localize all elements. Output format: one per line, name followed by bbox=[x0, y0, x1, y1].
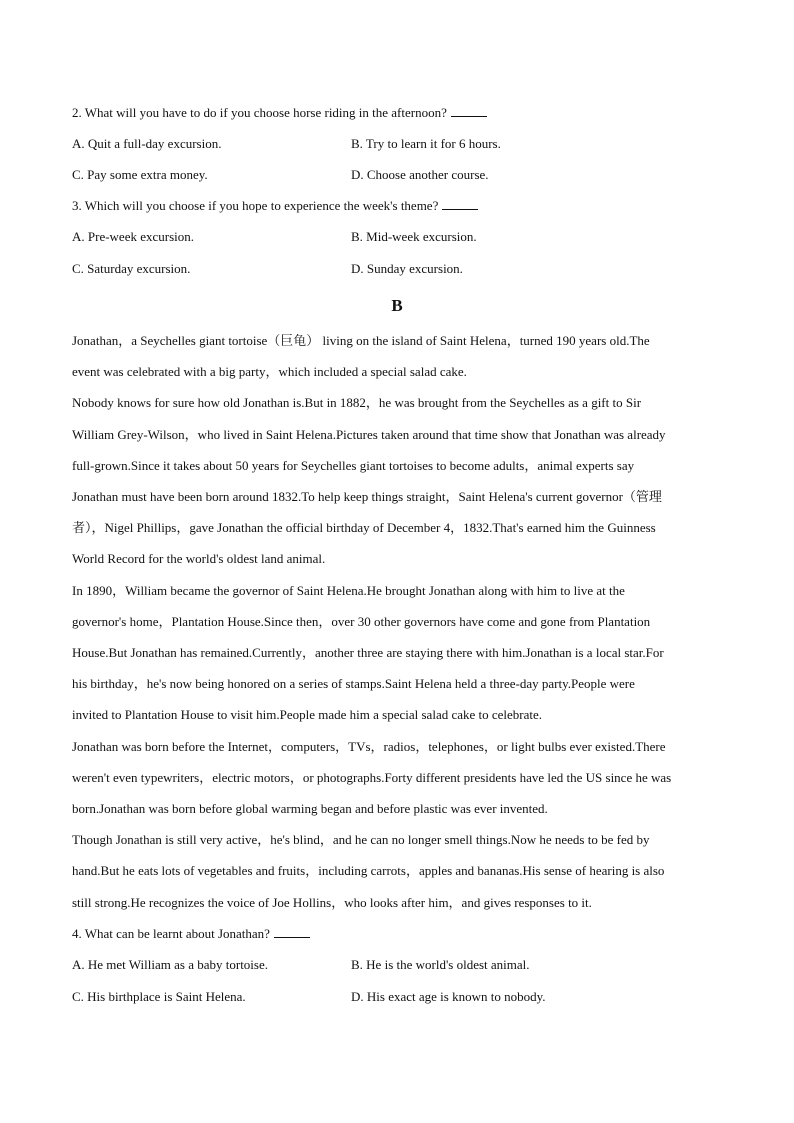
passage-line: Jonathan，a Seychelles giant tortoise（巨龟） living on the island of Saint Helena，turned 190 years old.The bbox=[72, 333, 650, 348]
q3-option-b: B. Mid-week excursion. bbox=[351, 229, 477, 244]
q2-option-a: A. Quit a full-day excursion. bbox=[72, 136, 222, 151]
q2-option-c: C. Pay some extra money. bbox=[72, 167, 208, 182]
passage-line: Jonathan was born before the Internet，computers，TVs，radios，telephones，or light bulbs ever existed.There bbox=[72, 738, 666, 754]
q4-option-c: C. His birthplace is Saint Helena. bbox=[72, 989, 246, 1004]
q3-option-a: A. Pre-week excursion. bbox=[72, 229, 195, 244]
passage-line: Nobody knows for sure how old Jonathan is.But in 1882，he was brought from the Seychelles as a gift to Sir bbox=[72, 395, 642, 411]
passage-line: born.Jonathan was born before global warming began and before plastic was ever invented. bbox=[72, 801, 548, 817]
passage-line: still strong.He recognizes the voice of Joe Hollins，who looks after him，and gives responses to it. bbox=[72, 894, 592, 910]
q3-option-d: D. Sunday excursion. bbox=[351, 261, 463, 276]
answer-blank bbox=[442, 199, 478, 210]
q4-option-d: D. His exact age is known to nobody. bbox=[351, 989, 546, 1004]
passage-line: 者），Nigel Phillips，gave Jonathan the official birthday of December 4，1832.That's earned him the Guinness bbox=[72, 520, 656, 536]
passage-line: full-grown.Since it takes about 50 years for Seychelles giant tortoises to become adults，animal experts say bbox=[72, 457, 635, 473]
question-3-stem: 3. Which will you choose if you hope to experience the week's theme? bbox=[72, 198, 478, 214]
passage-line: governor's home，Plantation House.Since then，over 30 other governors have come and gone from Plantation bbox=[72, 613, 651, 629]
question-2-stem: 2. What will you have to do if you choose horse riding in the afternoon? bbox=[72, 105, 487, 121]
passage-line: William Grey-Wilson，who lived in Saint Helena.Pictures taken around that time show that Jonathan was already bbox=[72, 426, 666, 442]
passage-line: World Record for the world's oldest land animal. bbox=[72, 551, 326, 567]
answer-blank bbox=[451, 106, 487, 117]
passage-line: his birthday，he's now being honored on a series of stamps.Saint Helena held a three-day party.People were bbox=[72, 676, 635, 692]
question-4-stem: 4. What can be learnt about Jonathan? bbox=[72, 926, 310, 942]
passage-line: event was celebrated with a big party，which included a special salad cake. bbox=[72, 364, 467, 380]
q3-option-c: C. Saturday excursion. bbox=[72, 261, 191, 276]
passage-line: Jonathan must have been born around 1832.To help keep things straight，Saint Helena's current governor（管理 bbox=[72, 489, 662, 505]
q4-option-a: A. He met William as a baby tortoise. bbox=[72, 957, 268, 972]
answer-blank bbox=[274, 927, 310, 938]
passage-line: invited to Plantation House to visit him.People made him a special salad cake to celebrate. bbox=[72, 707, 543, 723]
passage-line: House.But Jonathan has remained.Currently，another three are staying there with him.Jonathan is a local star.For bbox=[72, 645, 664, 661]
q2-option-d: D. Choose another course. bbox=[351, 167, 489, 182]
passage-line: Though Jonathan is still very active，he's blind，and he can no longer smell things.Now he needs to be fed by bbox=[72, 832, 650, 848]
section-heading: B bbox=[391, 296, 403, 315]
q4-option-b: B. He is the world's oldest animal. bbox=[351, 957, 530, 972]
passage-line: weren't even typewriters，electric motors，or photographs.Forty different presidents have led the US since he was bbox=[72, 769, 672, 785]
passage-body bbox=[72, 325, 722, 918]
passage-line: hand.But he eats lots of vegetables and fruits，including carrots，apples and bananas.His sense of hearing is also bbox=[72, 863, 665, 879]
passage-line: In 1890，William became the governor of Saint Helena.He brought Jonathan along with him to live at the bbox=[72, 582, 625, 598]
q2-option-b: B. Try to learn it for 6 hours. bbox=[351, 136, 501, 151]
